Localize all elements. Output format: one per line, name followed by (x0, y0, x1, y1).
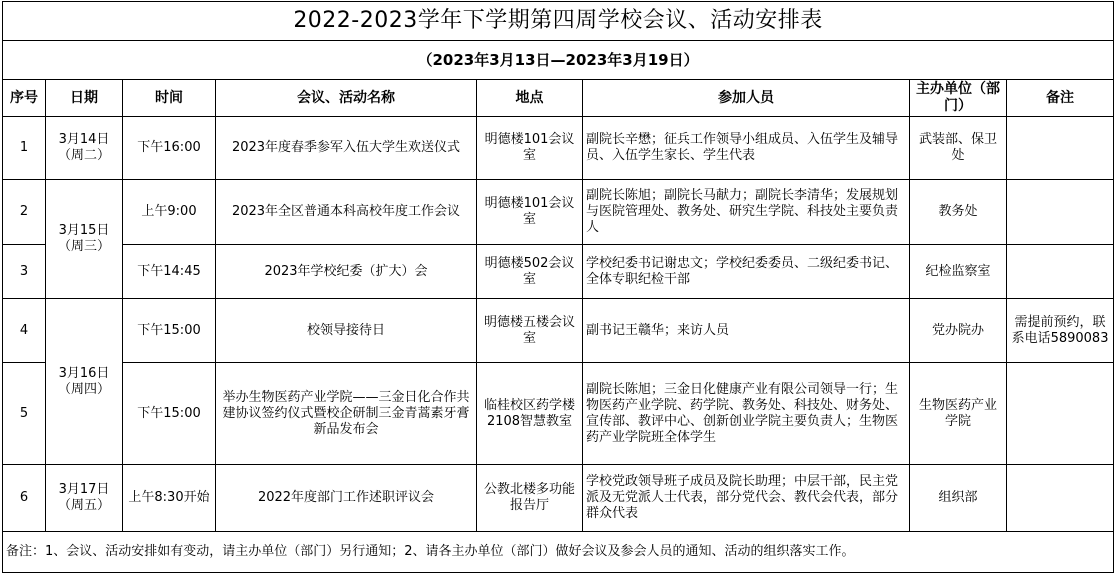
cell-time: 下午16:00 (123, 117, 216, 180)
cell-participants: 副书记王赣华；来访人员 (583, 299, 910, 363)
table-row (3, 363, 1114, 465)
cell-host: 组织部 (910, 465, 1007, 532)
table-row (3, 299, 1114, 363)
cell-participants: 学校纪委书记谢忠文；学校纪委委员、二级纪委书记、全体专职纪检干部 (583, 245, 910, 299)
footer-note: 备注：1、会议、活动安排如有变动，请主办单位（部门）另行通知；2、请各主办单位（部门）做好会议及参会人员的通知、活动的组织落实工作。 (3, 532, 1114, 573)
cell-name: 举办生物医药产业学院——三金日化合作共建协议签约仪式暨校企研制三金青蒿素牙膏新品发布会 (216, 363, 477, 465)
header-place: 地点 (477, 80, 583, 117)
cell-time: 下午14:45 (123, 245, 216, 299)
cell-date: 3月15日（周三） (46, 180, 123, 299)
header-row (3, 80, 1114, 117)
cell-host: 武装部、保卫处 (910, 117, 1007, 180)
cell-remark (1007, 363, 1114, 465)
cell-time: 下午15:00 (123, 363, 216, 465)
cell-time: 下午15:00 (123, 299, 216, 363)
header-time: 时间 (123, 80, 216, 117)
cell-name: 2023年全区普通本科高校年度工作会议 (216, 180, 477, 245)
cell-date: 3月14日（周二） (46, 117, 123, 180)
cell-seq: 3 (3, 245, 46, 299)
cell-seq: 4 (3, 299, 46, 363)
cell-host: 纪检监察室 (910, 245, 1007, 299)
cell-seq: 2 (3, 180, 46, 245)
cell-time: 上午9:00 (123, 180, 216, 245)
table-row (3, 465, 1114, 532)
cell-remark (1007, 245, 1114, 299)
cell-participants: 副院长陈旭；副院长马献力；副院长李清华；发展规划与医院管理处、教务处、研究生学院、科技处主要负责人 (583, 180, 910, 245)
date-range-subtitle: （2023年3月13日—2023年3月19日） (3, 41, 1114, 80)
cell-seq: 6 (3, 465, 46, 532)
cell-participants: 副院长辛懋；征兵工作领导小组成员、入伍学生及辅导员、入伍学生家长、学生代表 (583, 117, 910, 180)
cell-place: 临桂校区药学楼2108智慧教室 (477, 363, 583, 465)
cell-remark (1007, 117, 1114, 180)
cell-host: 生物医药产业学院 (910, 363, 1007, 465)
cell-remark: 需提前预约，联系电话5890083 (1007, 299, 1114, 363)
cell-place: 明德楼101会议室 (477, 117, 583, 180)
table-row (3, 117, 1114, 180)
cell-remark (1007, 465, 1114, 532)
table-row (3, 180, 1114, 245)
header-seq: 序号 (3, 80, 46, 117)
cell-time: 上午8:30开始 (123, 465, 216, 532)
cell-date: 3月17日（周五） (46, 465, 123, 532)
cell-place: 明德楼五楼会议室 (477, 299, 583, 363)
cell-place: 明德楼502会议室 (477, 245, 583, 299)
cell-participants: 学校党政领导班子成员及院长助理；中层干部，民主党派及无党派人士代表，部分党代会、教代会代表，部分群众代表 (583, 465, 910, 532)
cell-name: 2023年学校纪委（扩大）会 (216, 245, 477, 299)
cell-name: 2023年度春季参军入伍大学生欢送仪式 (216, 117, 477, 180)
cell-name: 校领导接待日 (216, 299, 477, 363)
header-remark: 备注 (1007, 80, 1114, 117)
cell-place: 公教北楼多功能报告厅 (477, 465, 583, 532)
cell-seq: 1 (3, 117, 46, 180)
cell-host: 教务处 (910, 180, 1007, 245)
table-row (3, 245, 1114, 299)
header-participants: 参加人员 (583, 80, 910, 117)
cell-name: 2022年度部门工作述职评议会 (216, 465, 477, 532)
page-title: 2022-2023学年下学期第四周学校会议、活动安排表 (3, 2, 1114, 41)
header-name: 会议、活动名称 (216, 80, 477, 117)
header-date: 日期 (46, 80, 123, 117)
cell-date: 3月16日（周四） (46, 299, 123, 465)
header-host: 主办单位（部门） (910, 80, 1007, 117)
cell-host: 党办院办 (910, 299, 1007, 363)
cell-place: 明德楼101会议室 (477, 180, 583, 245)
cell-participants: 副院长陈旭；三金日化健康产业有限公司领导一行；生物医药产业学院、药学院、教务处、科技处、财务处、宣传部、教评中心、创新创业学院主要负责人；生物医药产业学院班全体学生 (583, 363, 910, 465)
schedule-table (2, 1, 1114, 573)
cell-seq: 5 (3, 363, 46, 465)
cell-remark (1007, 180, 1114, 245)
